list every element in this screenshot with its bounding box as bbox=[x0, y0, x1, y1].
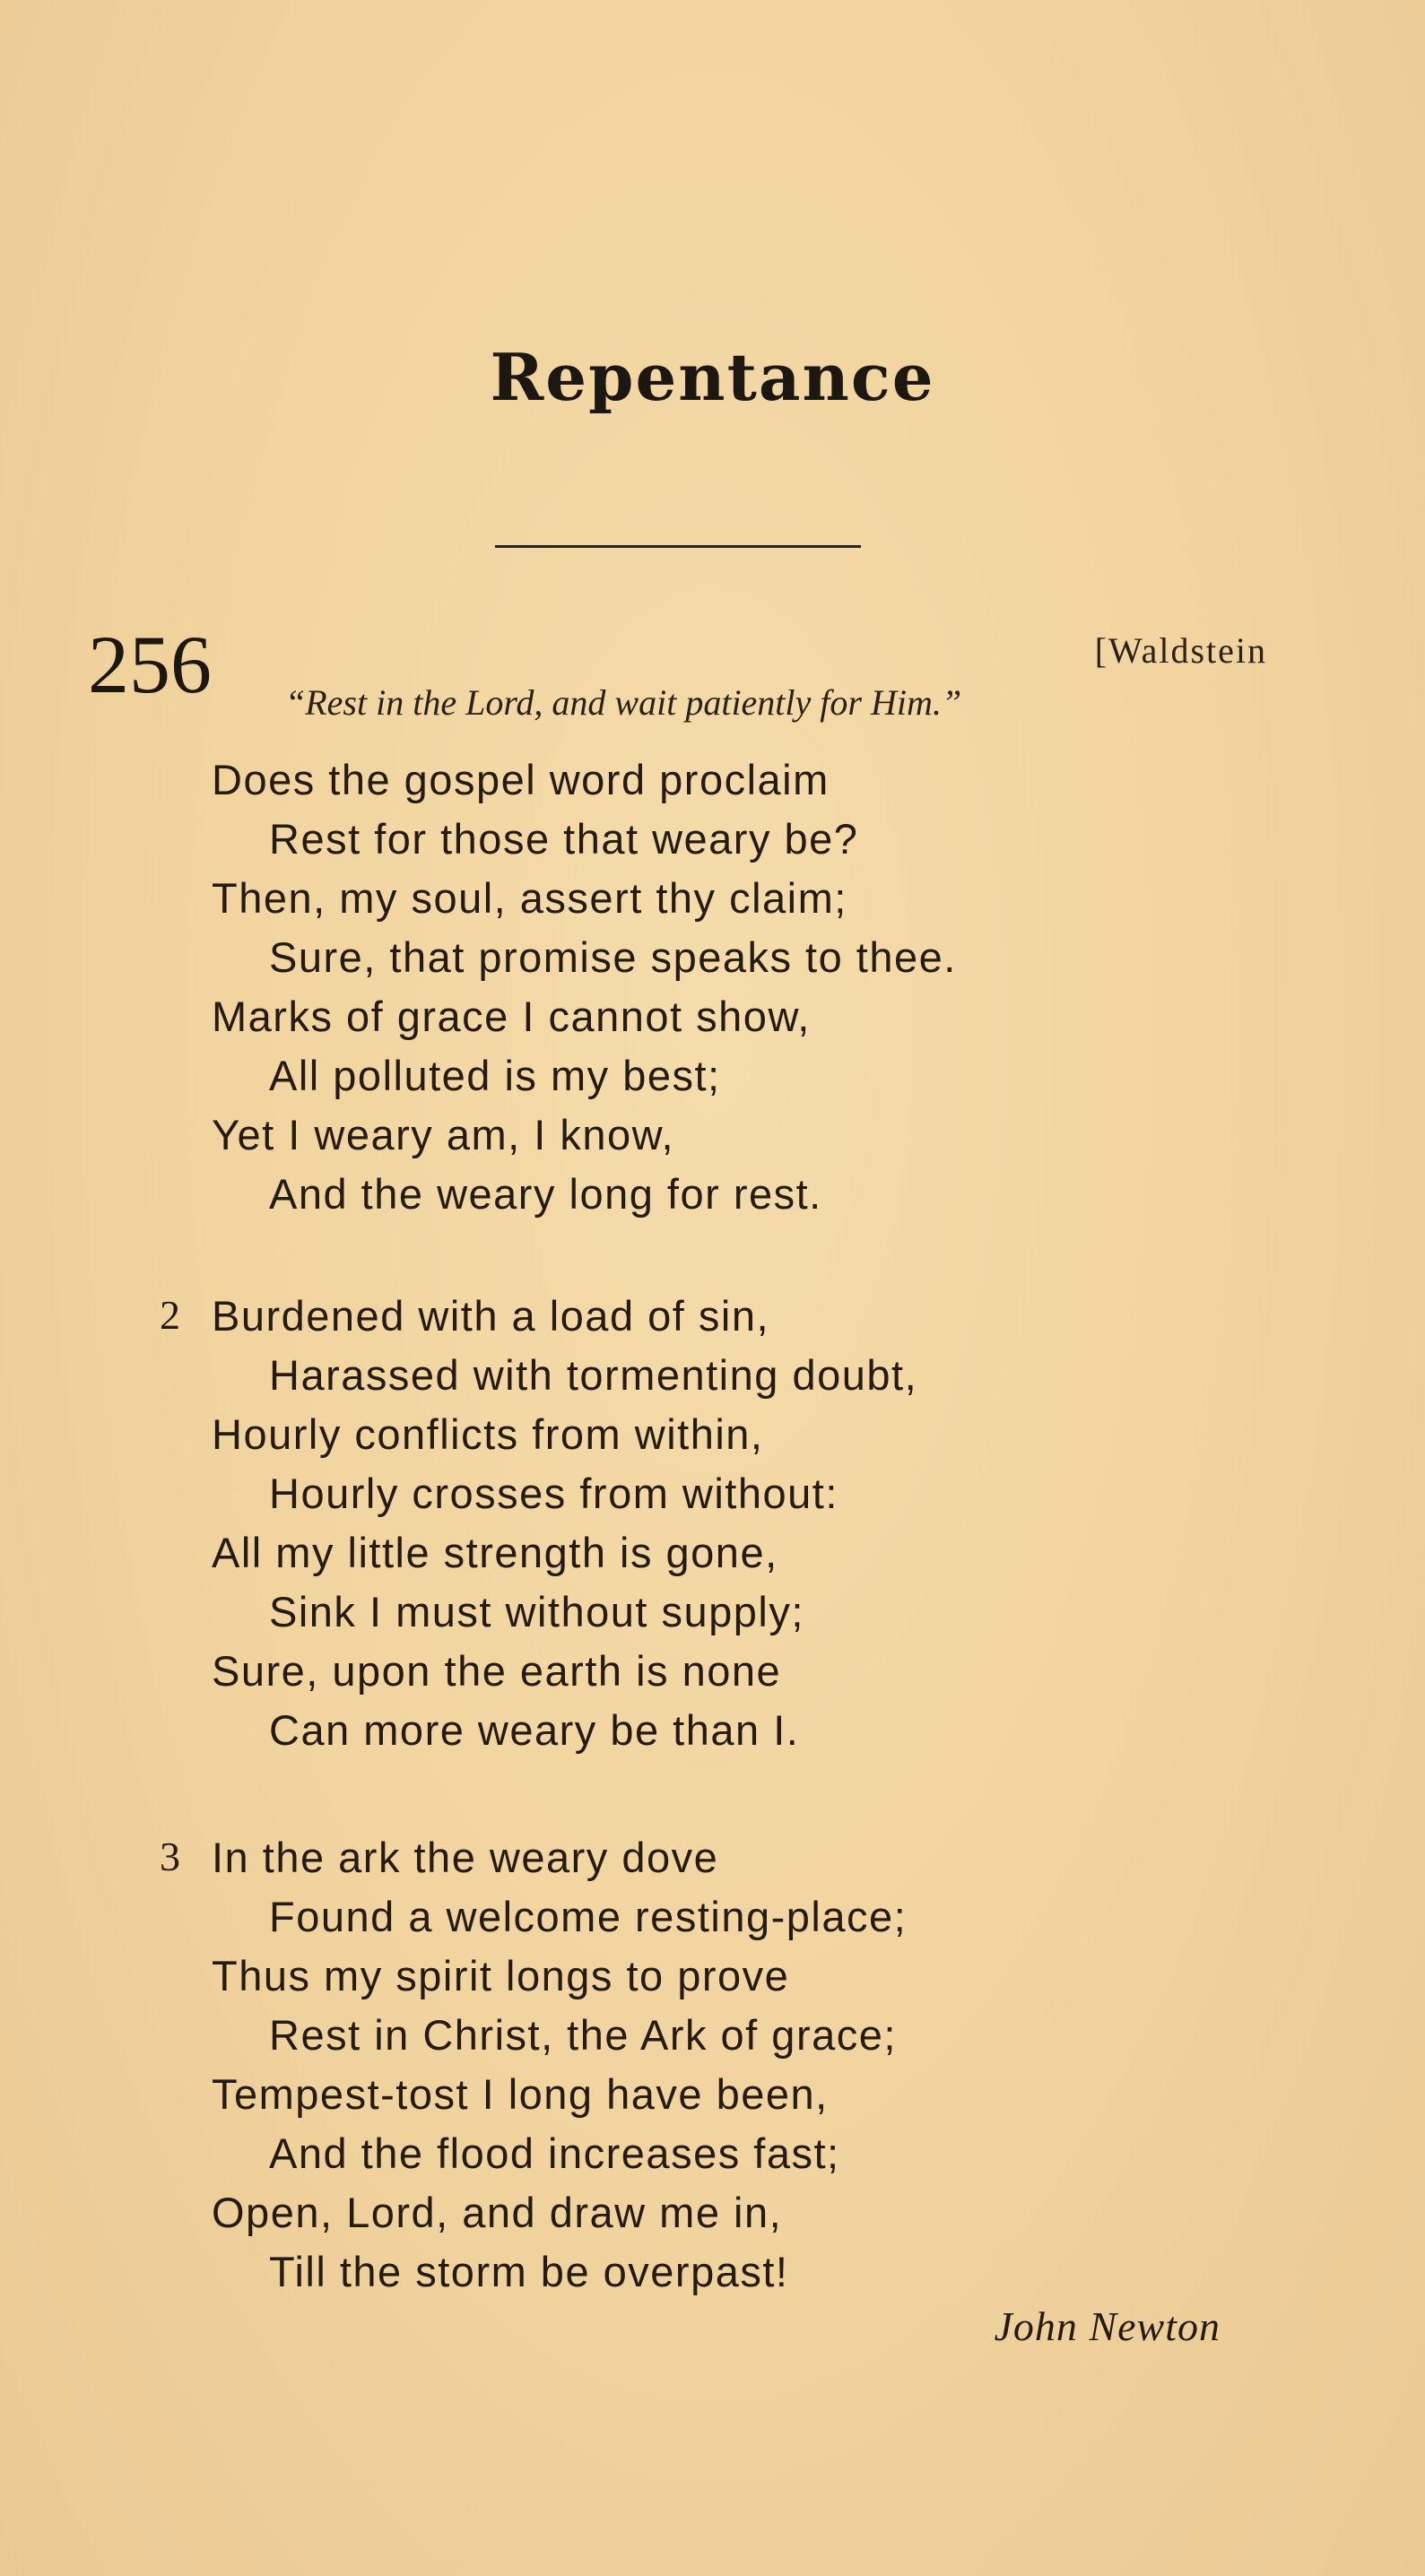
verse-line: Thus my spirit longs to prove bbox=[212, 1952, 790, 1999]
verse-line: Then, my soul, assert thy claim; bbox=[212, 874, 847, 922]
verse-line: Hourly crosses from without: bbox=[269, 1470, 838, 1517]
author-attribution: John Newton bbox=[994, 2303, 1221, 2349]
verse-line: Rest for those that weary be? bbox=[269, 815, 859, 863]
verse-line: Till the storm be overpast! bbox=[269, 2248, 789, 2295]
verse-line: Hourly conflicts from within, bbox=[212, 1410, 764, 1458]
hymn-number: 256 bbox=[88, 619, 212, 710]
verse-line: Sink I must without supply; bbox=[269, 1588, 804, 1635]
verse-line: Harassed with tormenting doubt, bbox=[269, 1351, 918, 1399]
verse-line: And the weary long for rest. bbox=[269, 1170, 822, 1218]
verse-line: Burdened with a load of sin, bbox=[212, 1292, 770, 1340]
stanza-number: 3 bbox=[160, 1834, 180, 1879]
verse-line: Yet I weary am, I know, bbox=[212, 1111, 675, 1158]
section-title: Repentance bbox=[490, 339, 935, 415]
verse-line: Tempest-tost I long have been, bbox=[212, 2070, 829, 2118]
verse-line: Open, Lord, and draw me in, bbox=[212, 2189, 783, 2236]
stanza-number: 2 bbox=[160, 1292, 180, 1338]
verse-line: In the ark the weary dove bbox=[212, 1834, 719, 1881]
verse-line: Marks of grace I cannot show, bbox=[212, 993, 811, 1040]
epigraph: “Rest in the Lord, and wait patiently for Him.” bbox=[285, 682, 962, 723]
verse-line: Found a welcome resting-place; bbox=[269, 1893, 908, 1940]
verse-line: Sure, that promise speaks to thee. bbox=[269, 933, 957, 981]
verse-line: All my little strength is gone, bbox=[212, 1529, 778, 1576]
verse-line: Does the gospel word proclaim bbox=[212, 756, 830, 803]
title-divider bbox=[495, 545, 861, 548]
verse-line: And the flood increases fast; bbox=[269, 2129, 840, 2177]
verse-line: Sure, upon the earth is none bbox=[212, 1647, 782, 1695]
verse-line: Rest in Christ, the Ark of grace; bbox=[269, 2011, 897, 2059]
verse-line: All polluted is my best; bbox=[269, 1052, 721, 1099]
tune-name: [Waldstein bbox=[1094, 630, 1267, 671]
verse-line: Can more weary be than I. bbox=[269, 1706, 800, 1754]
